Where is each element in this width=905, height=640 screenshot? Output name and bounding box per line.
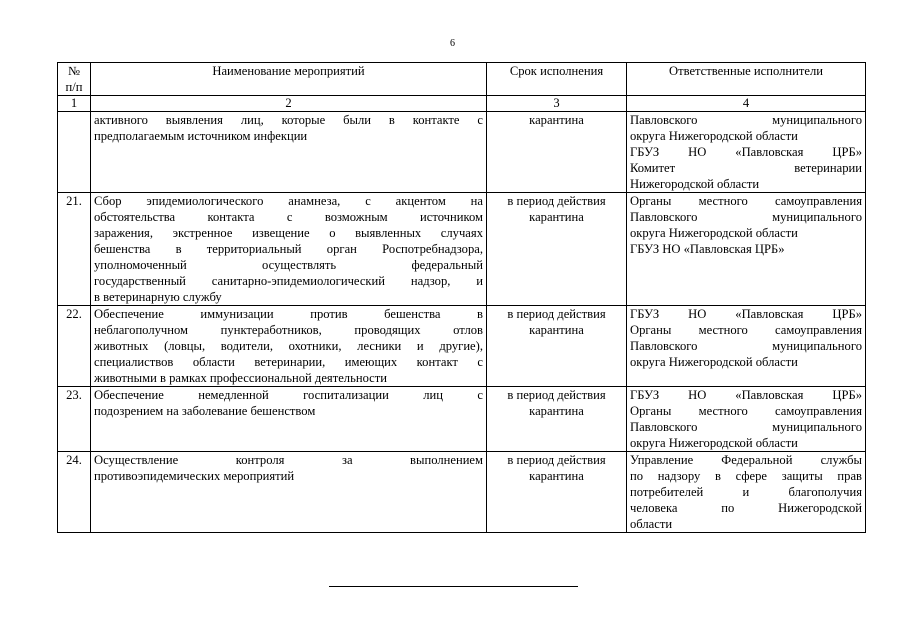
measure-name-line: заражения, экстренное извещение о выявленных случаях [94, 226, 483, 240]
measure-name-line: подозрением на заболевание бешенством [94, 404, 316, 418]
responsible-line: Органы местного самоуправления [630, 404, 862, 418]
responsible-line: Управление Федеральной службы [630, 453, 862, 467]
header-name: Наименование мероприятий [91, 63, 487, 96]
responsible-line: Павловского муниципального [630, 420, 862, 434]
table-row [58, 193, 866, 306]
measure-name-line: Сбор эпидемиологического анамнеза, с акцентом на [94, 194, 483, 208]
row-number: 22. [58, 306, 91, 387]
column-number: 4 [627, 96, 866, 112]
responsible-line: человека по Нижегородской [630, 501, 862, 515]
responsible-executors [627, 193, 866, 306]
responsible-line: Органы местного самоуправления [630, 194, 862, 208]
table-row [58, 452, 866, 533]
execution-term [487, 193, 627, 306]
row-number: 21. [58, 193, 91, 306]
measure-name [91, 112, 487, 193]
responsible-line: ГБУЗ НО «Павловская ЦРБ» [630, 388, 862, 402]
table-row [58, 387, 866, 452]
responsible-executors [627, 306, 866, 387]
measure-name-line: Осуществление контроля за выполнением [94, 453, 483, 467]
measure-name-line: Обеспечение иммунизации против бешенства в [94, 307, 483, 321]
responsible-line: Комитет ветеринарии [630, 161, 862, 175]
measure-name-line: животных (ловцы, водители, охотники, лесники и другие), [94, 339, 483, 353]
table-row [58, 306, 866, 387]
measure-name [91, 193, 487, 306]
measure-name-line: бешенства в территориальный орган Роспотребнадзора, [94, 242, 483, 256]
responsible-line: ГБУЗ НО «Павловская ЦРБ» [630, 145, 862, 159]
measure-name-line: предполагаемым источником инфекции [94, 129, 308, 143]
responsible-line: Павловского муниципального [630, 210, 862, 224]
responsible-line: потребителей и благополучия [630, 485, 862, 499]
execution-term [487, 306, 627, 387]
row-number: 23. [58, 387, 91, 452]
execution-term-line: в период действия [507, 307, 606, 321]
measure-name-line: Обеспечение немедленной госпитализации лиц с [94, 388, 483, 402]
measure-name [91, 306, 487, 387]
responsible-line: округа Нижегородской области [630, 226, 798, 240]
responsible-executors [627, 387, 866, 452]
measure-name-line: государственный санитарно-эпидемиологический надзор, и [94, 274, 483, 288]
table-header-row [58, 63, 866, 96]
responsible-line: Павловского муниципального [630, 113, 862, 127]
measure-name-line: противоэпидемических мероприятий [94, 469, 295, 483]
responsible-line: Нижегородской области [630, 177, 760, 191]
column-number: 3 [487, 96, 627, 112]
execution-term-line: в период действия [507, 453, 606, 467]
header-number: № п/п [58, 63, 91, 96]
execution-term-line: карантина [529, 210, 584, 224]
measure-name-line: неблагополучном пунктеработников, проводящих отлов [94, 323, 483, 337]
column-numbers-row [58, 96, 866, 112]
responsible-line: округа Нижегородской области [630, 129, 798, 143]
execution-term [487, 112, 627, 193]
responsible-executors [627, 452, 866, 533]
execution-term [487, 387, 627, 452]
measure-name-line: специалиствов области ветеринарии, имеющих контакт с [94, 355, 483, 369]
measure-name-line: активного выявления лиц, которые были в контакте с [94, 113, 483, 127]
row-number [58, 112, 91, 193]
header-term: Срок исполнения [487, 63, 627, 96]
responsible-line: округа Нижегородской области [630, 436, 798, 450]
header-responsible: Ответственные исполнители [627, 63, 866, 96]
measure-name [91, 387, 487, 452]
execution-term-line: в период действия [507, 388, 606, 402]
responsible-line: Органы местного самоуправления [630, 323, 862, 337]
responsible-line: округа Нижегородской области [630, 355, 798, 369]
responsible-line: области [630, 517, 673, 531]
execution-term-line: карантина [529, 113, 584, 127]
execution-term-line: карантина [529, 404, 584, 418]
responsible-line: Павловского муниципального [630, 339, 862, 353]
measure-name [91, 452, 487, 533]
execution-term-line: карантина [529, 469, 584, 483]
responsible-executors [627, 112, 866, 193]
measure-name-line: уполномоченный осуществлять федеральный [94, 258, 483, 272]
column-number: 2 [91, 96, 487, 112]
measure-name-line: в ветеринарную службу [94, 290, 222, 304]
responsible-line: ГБУЗ НО «Павловская ЦРБ» [630, 307, 862, 321]
measure-name-line: животными в рамках профессиональной деятельности [94, 371, 388, 385]
execution-term-line: в период действия [507, 194, 606, 208]
table-body [58, 112, 866, 533]
column-number: 1 [58, 96, 91, 112]
responsible-line: по надзору в сфере защиты прав [630, 469, 862, 483]
row-number: 24. [58, 452, 91, 533]
execution-term [487, 452, 627, 533]
measures-table [57, 62, 866, 533]
page-number: 6 [450, 38, 455, 49]
execution-term-line: карантина [529, 323, 584, 337]
measure-name-line: обстоятельства контакта с возможным источником [94, 210, 483, 224]
footer-divider [329, 586, 578, 587]
table-row [58, 112, 866, 193]
responsible-line: ГБУЗ НО «Павловская ЦРБ» [630, 242, 785, 256]
